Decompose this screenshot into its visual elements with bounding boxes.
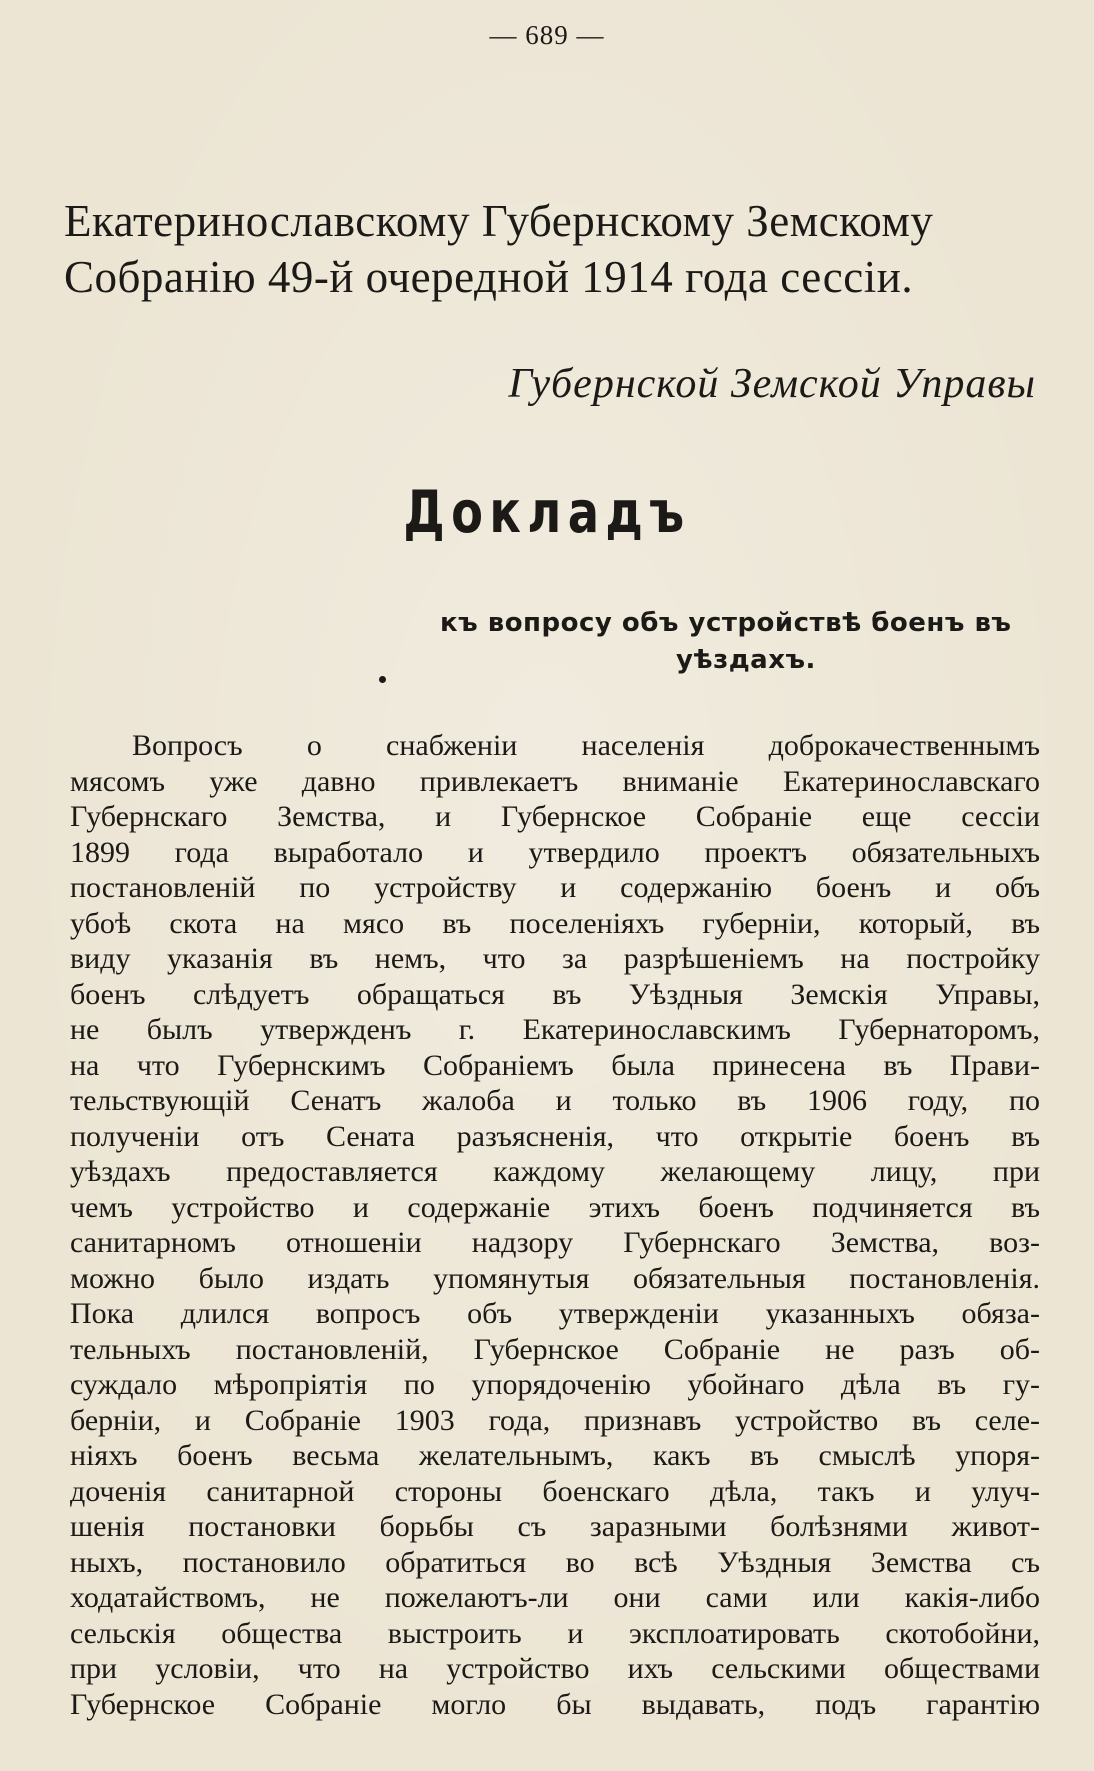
body-line: ходатайствомъ, не пожелаютъ-ли они сами или какія-либо <box>70 1581 1040 1614</box>
body-line: санитарномъ отношеніи надзору Губернскаго Земства, воз- <box>70 1226 1040 1259</box>
body-line: Губернскаго Земства, и Губернское Собраніе еще сессіи <box>70 800 1040 833</box>
body-line: берніи, и Собраніе 1903 года, признавъ устройство въ селе- <box>70 1403 1040 1437</box>
body-line: тельныхъ постановленій, Губернское Собраніе не разъ об- <box>70 1332 1040 1366</box>
body-line: Пока длился вопросъ объ утвержденіи указанныхъ обяза- <box>70 1297 1040 1330</box>
body-line: боенъ слѣдуетъ обращаться въ Уѣздныя Земскія Управы, <box>70 977 1040 1011</box>
body-line: уѣздахъ предоставляется каждому желающему лицу, при <box>70 1155 1040 1188</box>
body-line: ніяхъ боенъ весьма желательнымъ, какъ въ смыслѣ упоря- <box>70 1439 1040 1472</box>
body-line: убоѣ скота на мясо въ поселеніяхъ губерніи, который, въ <box>70 906 1040 940</box>
body-line: постановленій по устройству и содержанію боенъ и объ <box>70 871 1040 904</box>
body-line: сельскія общества выстроить и эксплоатировать скотобойни, <box>70 1616 1040 1650</box>
body-line: доченія санитарной стороны боенскаго дѣла, такъ и улуч- <box>70 1474 1040 1508</box>
body-line: чемъ устройство и содержаніе этихъ боенъ подчиняется въ <box>70 1190 1040 1224</box>
body-paragraph <box>70 728 1040 1722</box>
subheading-line: уѣздахъ. <box>676 645 816 675</box>
body-line: 1899 года выработало и утвердило проектъ обязательныхъ <box>70 835 1040 869</box>
print-speck <box>379 676 386 683</box>
body-line: при условіи, что на устройство ихъ сельскими обществами <box>70 1652 1040 1685</box>
body-line: суждало мѣропріятія по упорядоченію убойнаго дѣла въ гу- <box>70 1368 1040 1401</box>
body-line: тельствующій Сенатъ жалоба и только въ 1906 году, по <box>70 1084 1040 1117</box>
body-line: на что Губернскимъ Собраніемъ была принесена въ Прави- <box>70 1048 1040 1082</box>
body-line: можно было издать упомянутыя обязательныя постановленія. <box>70 1261 1040 1295</box>
document-subtitle: Губернской Земской Управы <box>508 361 1036 407</box>
title-line: Собранію 49-й очередной 1914 года сессіи. <box>64 252 914 302</box>
body-line: Губернское Собраніе могло бы выдавать, подъ гарантію <box>70 1687 1040 1721</box>
title-line: Екатеринославскому Губернскому Земскому <box>64 196 934 246</box>
body-line: Вопросъ о снабженіи населенія доброкачественнымъ <box>132 729 1040 762</box>
document-heading: Докладъ <box>403 478 691 546</box>
subheading-line: къ вопросу объ устройствѣ боенъ въ <box>440 608 1012 638</box>
body-line: полученіи отъ Сената разъясненія, что открытіе боенъ въ <box>70 1119 1040 1153</box>
page-number: — 689 — <box>489 20 605 50</box>
body-line: не былъ утвержденъ г. Екатеринославскимъ Губернаторомъ, <box>70 1013 1040 1046</box>
document-title <box>64 193 1036 305</box>
body-line: мясомъ уже давно привлекаетъ вниманіе Екатеринославскаго <box>70 764 1040 798</box>
document-subheading <box>440 605 1050 679</box>
body-line: виду указанія въ немъ, что за разрѣшеніемъ на постройку <box>70 942 1040 975</box>
body-line: шенія постановки борьбы съ заразными болѣзнями живот- <box>70 1510 1040 1543</box>
body-line: ныхъ, постановило обратиться во всѣ Уѣздныя Земства съ <box>70 1545 1040 1579</box>
